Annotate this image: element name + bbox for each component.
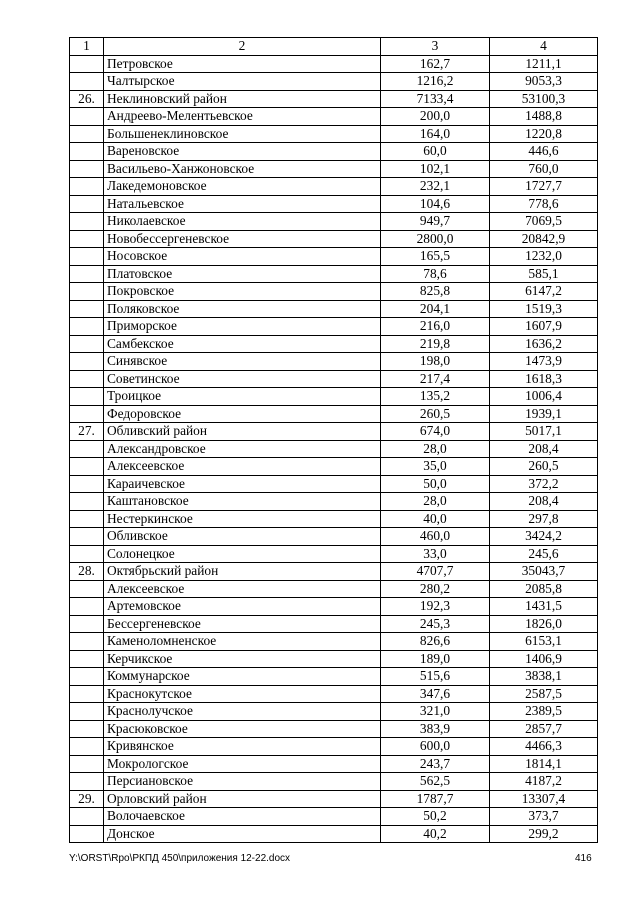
value-col4-cell: 297,8 (490, 510, 598, 528)
settlement-name-cell: Большенеклиновское (104, 125, 381, 143)
value-col4-cell: 1939,1 (490, 405, 598, 423)
value-col4-cell: 1519,3 (490, 300, 598, 318)
value-col3-cell: 28,0 (381, 440, 490, 458)
table-row (70, 580, 598, 598)
row-number-cell: 29. (70, 790, 104, 808)
settlement-name-cell: Петровское (104, 55, 381, 73)
table-row (70, 73, 598, 91)
settlement-name-cell: Троицкое (104, 388, 381, 406)
row-number-cell (70, 598, 104, 616)
settlement-name-cell: Чалтырское (104, 73, 381, 91)
row-number-cell (70, 405, 104, 423)
settlement-name-cell: Носовское (104, 248, 381, 266)
row-number-cell (70, 580, 104, 598)
settlement-name-cell: Советинское (104, 370, 381, 388)
settlement-name-cell: Мокрологское (104, 755, 381, 773)
value-col3-cell: 600,0 (381, 738, 490, 756)
settlement-name-cell: Алексеевское (104, 458, 381, 476)
table-row (70, 125, 598, 143)
settlement-name-cell: Александровское (104, 440, 381, 458)
column-header-4: 4 (490, 38, 598, 56)
value-col3-cell: 219,8 (381, 335, 490, 353)
table-row (70, 598, 598, 616)
value-col4-cell: 1006,4 (490, 388, 598, 406)
settlement-name-cell: Николаевское (104, 213, 381, 231)
row-number-cell (70, 73, 104, 91)
value-col3-cell: 515,6 (381, 668, 490, 686)
row-number-cell (70, 545, 104, 563)
value-col3-cell: 102,1 (381, 160, 490, 178)
value-col3-cell: 562,5 (381, 773, 490, 791)
settlement-name-cell: Платовское (104, 265, 381, 283)
table-row (70, 195, 598, 213)
settlement-name-cell: Солонецкое (104, 545, 381, 563)
settlement-name-cell: Персиановское (104, 773, 381, 791)
table-row (70, 248, 598, 266)
value-col3-cell: 192,3 (381, 598, 490, 616)
row-number-cell (70, 475, 104, 493)
settlement-name-cell: Алексеевское (104, 580, 381, 598)
value-col4-cell: 1826,0 (490, 615, 598, 633)
row-number-cell (70, 160, 104, 178)
table-header-row (70, 38, 598, 56)
row-number-cell (70, 370, 104, 388)
row-number-cell (70, 825, 104, 843)
table-row (70, 563, 598, 581)
value-col4-cell: 2389,5 (490, 703, 598, 721)
row-number-cell (70, 668, 104, 686)
table-row (70, 475, 598, 493)
table-row (70, 230, 598, 248)
row-number-cell (70, 318, 104, 336)
table-row (70, 335, 598, 353)
value-col4-cell: 585,1 (490, 265, 598, 283)
value-col4-cell: 2085,8 (490, 580, 598, 598)
row-number-cell (70, 633, 104, 651)
value-col3-cell: 164,0 (381, 125, 490, 143)
settlement-name-cell: Артемовское (104, 598, 381, 616)
row-number-cell (70, 720, 104, 738)
data-table (69, 37, 598, 843)
value-col4-cell: 260,5 (490, 458, 598, 476)
value-col3-cell: 189,0 (381, 650, 490, 668)
value-col3-cell: 826,6 (381, 633, 490, 651)
settlement-name-cell: Покровское (104, 283, 381, 301)
value-col4-cell: 1488,8 (490, 108, 598, 126)
value-col3-cell: 35,0 (381, 458, 490, 476)
table-row (70, 55, 598, 73)
table-row (70, 300, 598, 318)
value-col3-cell: 162,7 (381, 55, 490, 73)
table-row (70, 388, 598, 406)
value-col3-cell: 78,6 (381, 265, 490, 283)
table-row (70, 755, 598, 773)
table-row (70, 90, 598, 108)
value-col4-cell: 1473,9 (490, 353, 598, 371)
value-col4-cell: 208,4 (490, 493, 598, 511)
settlement-name-cell: Приморское (104, 318, 381, 336)
settlement-name-cell: Орловский район (104, 790, 381, 808)
row-number-cell (70, 388, 104, 406)
table-row (70, 650, 598, 668)
settlement-name-cell: Краснолучское (104, 703, 381, 721)
footer-file-path: Y:\ORST\Rpo\РКПД 450\приложения 12-22.docx (69, 853, 291, 864)
column-header-2: 2 (104, 38, 381, 56)
value-col3-cell: 674,0 (381, 423, 490, 441)
settlement-name-cell: Красюковское (104, 720, 381, 738)
row-number-cell (70, 178, 104, 196)
table-row (70, 265, 598, 283)
row-number-cell (70, 458, 104, 476)
value-col4-cell: 760,0 (490, 160, 598, 178)
table-row (70, 720, 598, 738)
value-col4-cell: 1232,0 (490, 248, 598, 266)
settlement-name-cell: Бессергеневское (104, 615, 381, 633)
row-number-cell (70, 248, 104, 266)
value-col4-cell: 6147,2 (490, 283, 598, 301)
settlement-name-cell: Новобессергеневское (104, 230, 381, 248)
settlement-name-cell: Лакедемоновское (104, 178, 381, 196)
row-number-cell (70, 353, 104, 371)
settlement-name-cell: Коммунарское (104, 668, 381, 686)
value-col4-cell: 6153,1 (490, 633, 598, 651)
settlement-name-cell: Натальевское (104, 195, 381, 213)
table-row (70, 825, 598, 843)
value-col4-cell: 299,2 (490, 825, 598, 843)
table-row (70, 510, 598, 528)
value-col3-cell: 40,2 (381, 825, 490, 843)
value-col3-cell: 28,0 (381, 493, 490, 511)
column-header-1: 1 (70, 38, 104, 56)
table-row (70, 370, 598, 388)
table-row (70, 668, 598, 686)
table-row (70, 405, 598, 423)
table-row (70, 423, 598, 441)
row-number-cell (70, 510, 104, 528)
table-row (70, 545, 598, 563)
row-number-cell (70, 773, 104, 791)
table-row (70, 108, 598, 126)
value-col3-cell: 243,7 (381, 755, 490, 773)
table-row (70, 790, 598, 808)
row-number-cell (70, 300, 104, 318)
settlement-name-cell: Донское (104, 825, 381, 843)
value-col4-cell: 5017,1 (490, 423, 598, 441)
value-col3-cell: 217,4 (381, 370, 490, 388)
value-col3-cell: 60,0 (381, 143, 490, 161)
settlement-name-cell: Самбекское (104, 335, 381, 353)
table-row (70, 773, 598, 791)
settlement-name-cell: Каштановское (104, 493, 381, 511)
value-col4-cell: 1814,1 (490, 755, 598, 773)
table-row (70, 160, 598, 178)
value-col4-cell: 53100,3 (490, 90, 598, 108)
value-col3-cell: 245,3 (381, 615, 490, 633)
table-row (70, 615, 598, 633)
value-col3-cell: 321,0 (381, 703, 490, 721)
value-col3-cell: 2800,0 (381, 230, 490, 248)
value-col3-cell: 949,7 (381, 213, 490, 231)
settlement-name-cell: Вареновское (104, 143, 381, 161)
value-col4-cell: 446,6 (490, 143, 598, 161)
table-row (70, 353, 598, 371)
value-col4-cell: 1431,5 (490, 598, 598, 616)
settlement-name-cell: Октябрьский район (104, 563, 381, 581)
table-body (70, 55, 598, 843)
value-col4-cell: 208,4 (490, 440, 598, 458)
table-row (70, 685, 598, 703)
table-row (70, 458, 598, 476)
row-number-cell (70, 335, 104, 353)
value-col3-cell: 280,2 (381, 580, 490, 598)
table-row (70, 703, 598, 721)
value-col3-cell: 165,5 (381, 248, 490, 266)
settlement-name-cell: Андреево-Мелентьевское (104, 108, 381, 126)
row-number-cell (70, 493, 104, 511)
settlement-name-cell: Нестеркинское (104, 510, 381, 528)
value-col4-cell: 4466,3 (490, 738, 598, 756)
value-col4-cell: 2587,5 (490, 685, 598, 703)
value-col4-cell: 4187,2 (490, 773, 598, 791)
row-number-cell: 28. (70, 563, 104, 581)
value-col4-cell: 7069,5 (490, 213, 598, 231)
value-col3-cell: 232,1 (381, 178, 490, 196)
value-col3-cell: 216,0 (381, 318, 490, 336)
value-col3-cell: 1787,7 (381, 790, 490, 808)
value-col3-cell: 825,8 (381, 283, 490, 301)
settlement-name-cell: Неклиновский район (104, 90, 381, 108)
table-row (70, 528, 598, 546)
row-number-cell (70, 685, 104, 703)
settlement-name-cell: Васильево-Ханжоновское (104, 160, 381, 178)
settlement-name-cell: Керчикское (104, 650, 381, 668)
value-col4-cell: 9053,3 (490, 73, 598, 91)
row-number-cell (70, 143, 104, 161)
value-col4-cell: 20842,9 (490, 230, 598, 248)
table-row (70, 493, 598, 511)
value-col3-cell: 135,2 (381, 388, 490, 406)
table-row (70, 283, 598, 301)
row-number-cell (70, 108, 104, 126)
value-col4-cell: 3838,1 (490, 668, 598, 686)
value-col3-cell: 204,1 (381, 300, 490, 318)
row-number-cell (70, 615, 104, 633)
value-col4-cell: 2857,7 (490, 720, 598, 738)
value-col4-cell: 1220,8 (490, 125, 598, 143)
value-col3-cell: 198,0 (381, 353, 490, 371)
settlement-name-cell: Каменоломненское (104, 633, 381, 651)
row-number-cell (70, 755, 104, 773)
row-number-cell: 27. (70, 423, 104, 441)
settlement-name-cell: Караичевское (104, 475, 381, 493)
row-number-cell: 26. (70, 90, 104, 108)
row-number-cell (70, 230, 104, 248)
row-number-cell (70, 738, 104, 756)
table-row (70, 143, 598, 161)
value-col3-cell: 33,0 (381, 545, 490, 563)
page-number: 416 (575, 853, 592, 864)
table-row (70, 213, 598, 231)
row-number-cell (70, 808, 104, 826)
settlement-name-cell: Синявское (104, 353, 381, 371)
value-col4-cell: 1211,1 (490, 55, 598, 73)
column-header-3: 3 (381, 38, 490, 56)
settlement-name-cell: Обливское (104, 528, 381, 546)
value-col3-cell: 104,6 (381, 195, 490, 213)
table-row (70, 318, 598, 336)
row-number-cell (70, 703, 104, 721)
row-number-cell (70, 195, 104, 213)
value-col3-cell: 7133,4 (381, 90, 490, 108)
value-col4-cell: 372,2 (490, 475, 598, 493)
row-number-cell (70, 55, 104, 73)
row-number-cell (70, 125, 104, 143)
value-col3-cell: 40,0 (381, 510, 490, 528)
value-col3-cell: 50,2 (381, 808, 490, 826)
value-col3-cell: 347,6 (381, 685, 490, 703)
value-col4-cell: 1618,3 (490, 370, 598, 388)
row-number-cell (70, 283, 104, 301)
row-number-cell (70, 213, 104, 231)
settlement-name-cell: Волочаевское (104, 808, 381, 826)
value-col4-cell: 245,6 (490, 545, 598, 563)
table-row (70, 440, 598, 458)
value-col4-cell: 1607,9 (490, 318, 598, 336)
value-col4-cell: 1636,2 (490, 335, 598, 353)
settlement-name-cell: Поляковское (104, 300, 381, 318)
settlement-name-cell: Кривянское (104, 738, 381, 756)
value-col3-cell: 260,5 (381, 405, 490, 423)
value-col3-cell: 1216,2 (381, 73, 490, 91)
row-number-cell (70, 440, 104, 458)
value-col4-cell: 3424,2 (490, 528, 598, 546)
value-col4-cell: 13307,4 (490, 790, 598, 808)
value-col3-cell: 50,0 (381, 475, 490, 493)
value-col3-cell: 460,0 (381, 528, 490, 546)
settlement-name-cell: Федоровское (104, 405, 381, 423)
row-number-cell (70, 265, 104, 283)
table-row (70, 738, 598, 756)
value-col3-cell: 200,0 (381, 108, 490, 126)
value-col4-cell: 1406,9 (490, 650, 598, 668)
table-row (70, 178, 598, 196)
value-col3-cell: 383,9 (381, 720, 490, 738)
value-col3-cell: 4707,7 (381, 563, 490, 581)
table-row (70, 808, 598, 826)
value-col4-cell: 373,7 (490, 808, 598, 826)
value-col4-cell: 35043,7 (490, 563, 598, 581)
row-number-cell (70, 528, 104, 546)
settlement-name-cell: Краснокутское (104, 685, 381, 703)
value-col4-cell: 778,6 (490, 195, 598, 213)
table-row (70, 633, 598, 651)
settlement-name-cell: Обливский район (104, 423, 381, 441)
value-col4-cell: 1727,7 (490, 178, 598, 196)
row-number-cell (70, 650, 104, 668)
